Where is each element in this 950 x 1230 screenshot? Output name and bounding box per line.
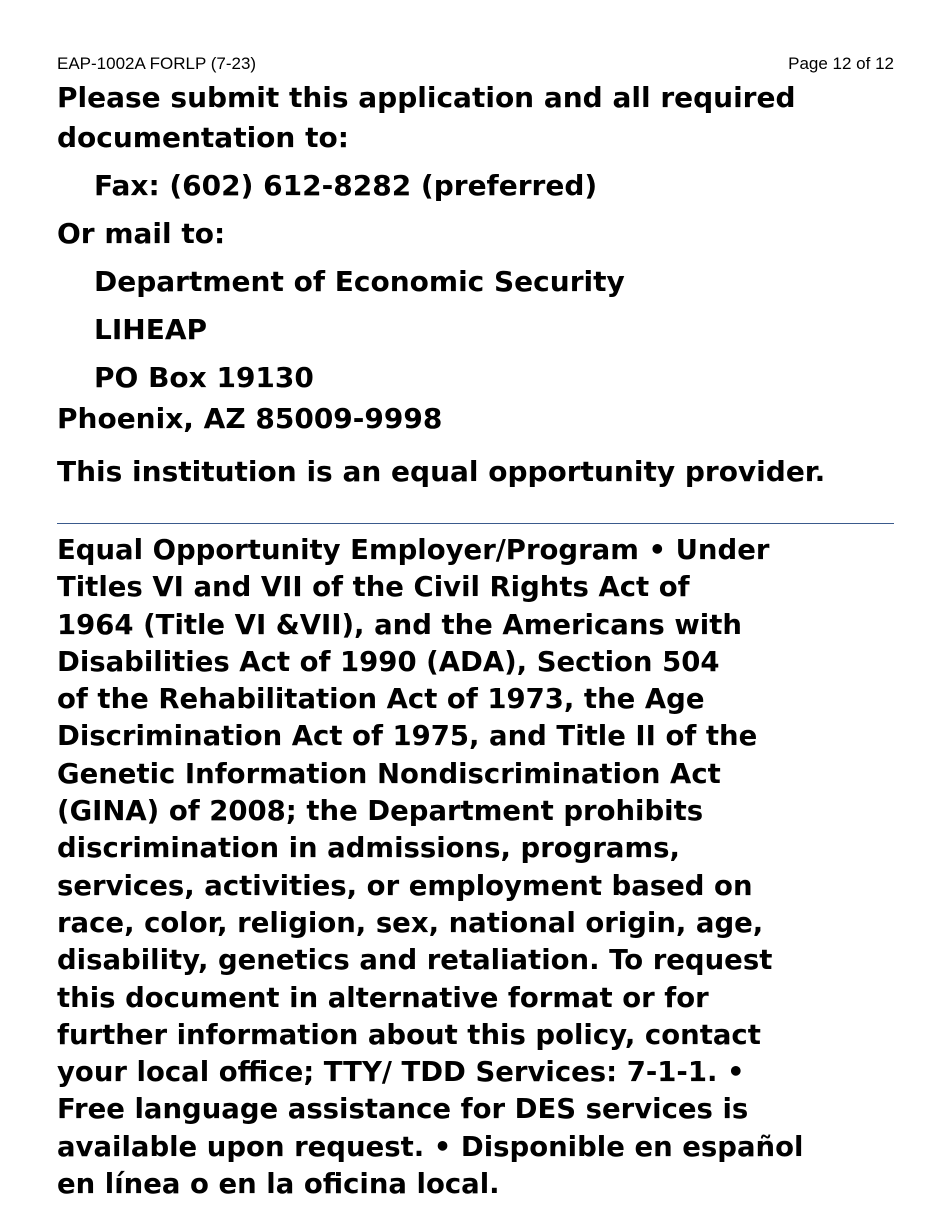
section-divider [57, 523, 894, 524]
or-mail-label: Or mail to: [57, 217, 226, 250]
form-id: EAP-1002A FORLP (7-23) [57, 54, 257, 73]
address-city: Phoenix, AZ 85009-9998 [57, 402, 443, 435]
equal-opportunity-notice [57, 532, 907, 1203]
address-line-2: LIHEAP [94, 313, 208, 346]
notice-line: available upon request. • Disponible en español [57, 1130, 804, 1163]
notice-line: of the Rehabilitation Act of 1973, the Age [57, 683, 705, 716]
notice-line: Disabilities Act of 1990 (ADA), Section 504 [57, 645, 720, 678]
notice-line: further information about this policy, contact [57, 1018, 761, 1051]
submit-heading-line-1: Please submit this application and all required [57, 81, 796, 114]
notice-line: race, color, religion, sex, national origin, age, [57, 906, 764, 939]
notice-line: (GINA) of 2008; the Department prohibits [57, 795, 704, 828]
notice-line: services, activities, or employment based on [57, 869, 753, 902]
notice-line: disability, genetics and retaliation. To request [57, 944, 773, 977]
notice-line: Genetic Information Nondiscrimination Act [57, 757, 721, 790]
notice-line: Discrimination Act of 1975, and Title II of the [57, 720, 758, 753]
notice-line: Equal Opportunity Employer/Program • Under [57, 534, 770, 566]
page-header [57, 53, 894, 75]
address-line-3: PO Box 19130 [94, 361, 314, 394]
notice-line: 1964 (Title VI &VII), and the Americans with [57, 608, 742, 641]
notice-line: your local office; TTY/ TDD Services: 7-1-1. • [57, 1056, 745, 1089]
notice-line: discrimination in admissions, programs, [57, 832, 680, 865]
notice-line: en línea o en la oficina local. [57, 1168, 500, 1201]
page-number: Page 12 of 12 [788, 54, 894, 73]
equal-opportunity-provider: This institution is an equal opportunity provider. [57, 455, 826, 488]
notice-line: Free language assistance for DES services is [57, 1093, 749, 1126]
fax-number: Fax: (602) 612-8282 (preferred) [94, 169, 598, 202]
notice-line: Titles VI and VII of the Civil Rights Act of [57, 571, 690, 604]
submit-heading-line-2: documentation to: [57, 121, 349, 154]
address-line-1: Department of Economic Security [94, 265, 625, 298]
notice-line: this document in alternative format or for [57, 981, 709, 1014]
